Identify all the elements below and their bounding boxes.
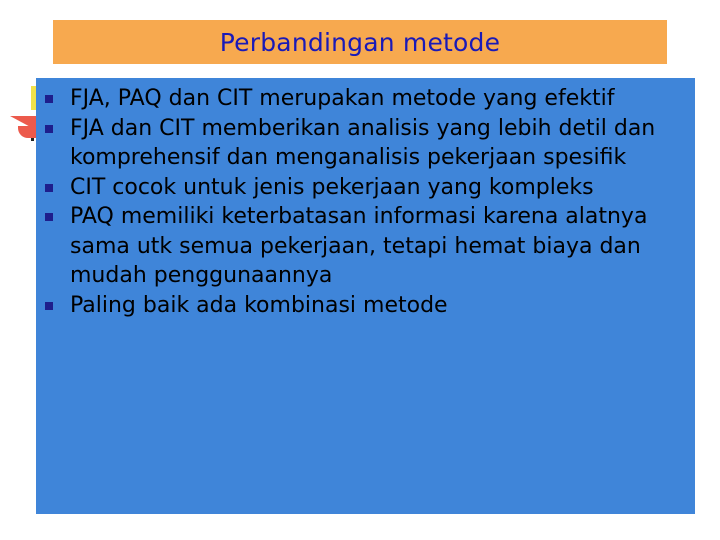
ribbon-curl-icon [18, 126, 36, 138]
list-item [36, 291, 695, 321]
bullet-text: FJA, PAQ dan CIT merupakan metode yang efektif [70, 86, 615, 111]
list-item [36, 84, 695, 114]
list-item [36, 114, 695, 173]
dot-icon [31, 138, 34, 141]
square-bullet-icon [45, 302, 53, 310]
square-bullet-icon [45, 95, 53, 103]
bullet-text: FJA dan CIT memberikan analisis yang lebih detil dan komprehensif dan menganalisis pekerjaan spesifik [70, 115, 656, 170]
square-bullet-icon [45, 125, 53, 133]
bullet-text: Paling baik ada kombinasi metode [70, 292, 448, 318]
list-item [36, 202, 695, 291]
square-bullet-icon [45, 213, 53, 221]
list-item [36, 173, 695, 203]
bullet-text: CIT cocok untuk jenis pekerjaan yang kompleks [70, 174, 594, 200]
title-bar [53, 20, 667, 64]
bullet-list [36, 84, 695, 320]
square-bullet-icon [45, 184, 53, 192]
content-box [36, 78, 695, 514]
bullet-text: PAQ memiliki keterbatasan informasi karena alatnya sama utk semua pekerjaan, tetapi hemat biaya dan mudah penggunaannya [70, 204, 648, 288]
slide-title: Perbandingan metode [219, 27, 501, 57]
